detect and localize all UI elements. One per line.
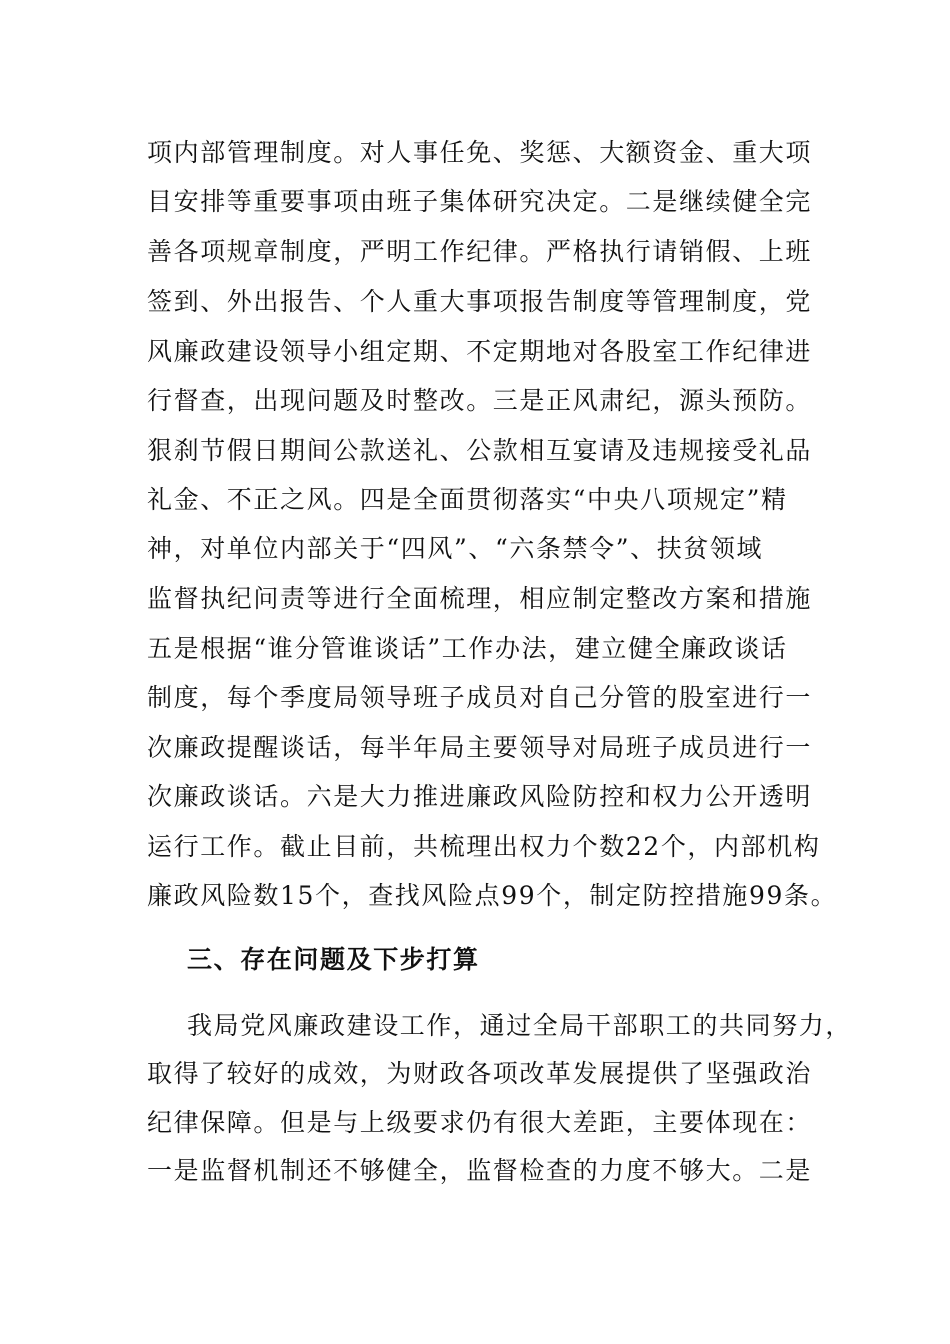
paragraph-line: 项内部管理制度。对人事任免、奖惩、大额资金、重大项	[147, 138, 813, 167]
section-heading: 三、存在问题及下步打算	[187, 945, 480, 974]
paragraph-line: 次廉政提醒谈话，每半年局主要领导对局班子成员进行一	[147, 733, 813, 762]
paragraph-line: 狠刹节假日期间公款送礼、公款相互宴请及违规接受礼品	[147, 436, 813, 465]
paragraph-line: 纪律保障。但是与上级要求仍有很大差距，主要体现在：	[147, 1108, 813, 1137]
paragraph-line: 目安排等重要事项由班子集体研究决定。二是继续健全完	[147, 187, 813, 216]
paragraph-line: 廉政风险数15个，查找风险点99个，制定防控措施99条。	[147, 881, 838, 910]
paragraph-line: 善各项规章制度，严明工作纪律。严格执行请销假、上班	[147, 237, 813, 266]
paragraph-line: 次廉政谈话。六是大力推进廉政风险防控和权力公开透明	[147, 782, 813, 811]
paragraph-line: 风廉政建设领导小组定期、不定期地对各股室工作纪律进	[147, 337, 813, 366]
paragraph-line: 一是监督机制还不够健全，监督检查的力度不够大。二是	[147, 1156, 813, 1185]
paragraph-line: 五是根据“谁分管谁谈话”工作办法，建立健全廉政谈话	[147, 634, 788, 663]
paragraph-line: 礼金、不正之风。四是全面贯彻落实“中央八项规定”精	[147, 485, 788, 514]
paragraph-line: 神，对单位内部关于“四风”、“六条禁令”、扶贫领域	[147, 534, 764, 563]
paragraph-line: 监督执纪问责等进行全面梳理，相应制定整改方案和措施	[147, 584, 813, 613]
paragraph-line: 签到、外出报告、个人重大事项报告制度等管理制度，党	[147, 287, 813, 316]
paragraph-line: 行督查，出现问题及时整改。三是正风肃纪，源头预防。	[147, 386, 813, 415]
paragraph-line: 制度，每个季度局领导班子成员对自己分管的股室进行一	[147, 683, 813, 712]
paragraph-line: 运行工作。截止目前，共梳理出权力个数22个，内部机构	[147, 832, 821, 861]
paragraph-line: 我局党风廉政建设工作，通过全局干部职工的共同努力，	[187, 1011, 853, 1040]
paragraph-line: 取得了较好的成效，为财政各项改革发展提供了坚强政治	[147, 1059, 813, 1088]
